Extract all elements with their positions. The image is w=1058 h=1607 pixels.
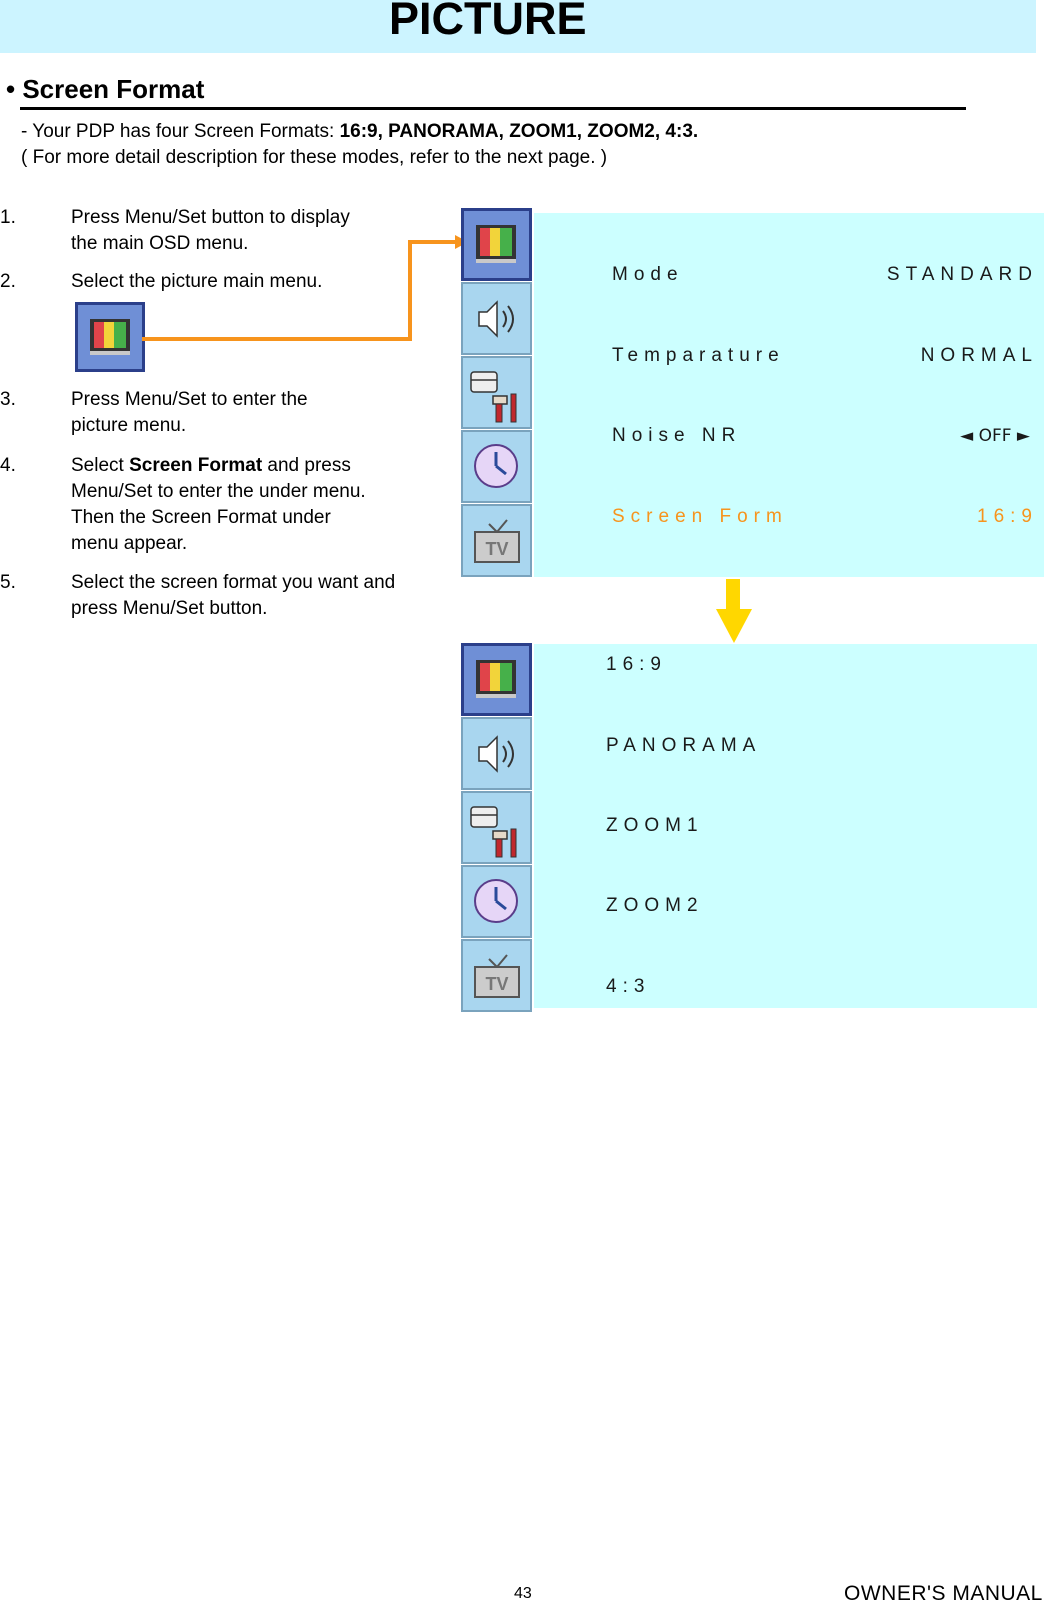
- header-banner: [0, 0, 1036, 53]
- tv-icon[interactable]: [461, 939, 532, 1012]
- osd-row-value: NORMAL: [920, 345, 1038, 366]
- osd-row-label[interactable]: Temparature: [612, 345, 785, 366]
- section-title: • Screen Format: [6, 74, 205, 104]
- step-text-bold: Screen Format: [129, 455, 263, 476]
- step-number: 5.: [0, 572, 16, 593]
- step-text: [71, 453, 371, 557]
- clock-icon[interactable]: [461, 430, 532, 503]
- intro-text: - Your PDP has four Screen Formats:: [21, 121, 340, 142]
- format-option[interactable]: 4:3: [606, 976, 651, 997]
- osd-main-panel: [534, 213, 1044, 577]
- connector-arrow: [140, 234, 470, 344]
- svg-text:TV: TV: [485, 974, 509, 994]
- step-number: 4.: [0, 455, 16, 476]
- clock-icon[interactable]: [461, 865, 532, 938]
- format-option[interactable]: ZOOM1: [606, 815, 704, 836]
- osd-row-value[interactable]: ◄ OFF ►: [960, 426, 1030, 446]
- step-text: Press Menu/Set to enter the picture menu.: [71, 389, 308, 436]
- format-option[interactable]: 16:9: [606, 654, 667, 675]
- page-number: 43: [514, 1585, 532, 1602]
- sound-icon[interactable]: [461, 282, 532, 355]
- svg-text:TV: TV: [485, 539, 509, 559]
- step-number: 1.: [0, 207, 16, 228]
- sound-icon[interactable]: [461, 717, 532, 790]
- section-divider: [20, 107, 966, 110]
- format-option[interactable]: PANORAMA: [606, 735, 762, 756]
- format-option[interactable]: ZOOM2: [606, 895, 704, 916]
- step-text-pre: Select: [71, 455, 130, 476]
- intro-line-1: [21, 120, 698, 144]
- intro-formats: 16:9, PANORAMA, ZOOM1, ZOOM2, 4:3.: [339, 121, 699, 142]
- step-number: 3.: [0, 389, 16, 410]
- page-title: PICTURE: [389, 0, 587, 44]
- tv-icon[interactable]: [461, 504, 532, 577]
- intro-line-2: ( For more detail description for these modes, refer to the next page. ): [21, 147, 608, 168]
- osd-row-value: STANDARD: [886, 264, 1038, 285]
- manual-label: OWNER'S MANUAL: [844, 1582, 1043, 1605]
- step-text: Select the screen format you want and press Menu/Set button.: [71, 572, 396, 619]
- step-text-post: and press Menu/Set to enter the under menu. Then the Screen Format under menu appear.: [71, 455, 366, 554]
- step-text: Press Menu/Set button to display the main OSD menu.: [71, 207, 350, 254]
- picture-icon[interactable]: [461, 208, 532, 281]
- picture-icon: [75, 302, 145, 372]
- toolbox-icon[interactable]: [461, 356, 532, 429]
- picture-icon[interactable]: [461, 643, 532, 716]
- osd-row-label[interactable]: Noise NR: [612, 425, 742, 446]
- osd-row-label-highlighted[interactable]: Screen Form: [612, 506, 788, 527]
- osd-row-value-highlighted: 16:9: [977, 506, 1038, 527]
- osd-sub-panel: [534, 644, 1037, 1008]
- osd-row-label[interactable]: Mode: [612, 264, 684, 285]
- down-arrow: [714, 579, 754, 645]
- step-text: Select the picture main menu.: [71, 271, 323, 292]
- toolbox-icon[interactable]: [461, 791, 532, 864]
- step-number: 2.: [0, 271, 16, 292]
